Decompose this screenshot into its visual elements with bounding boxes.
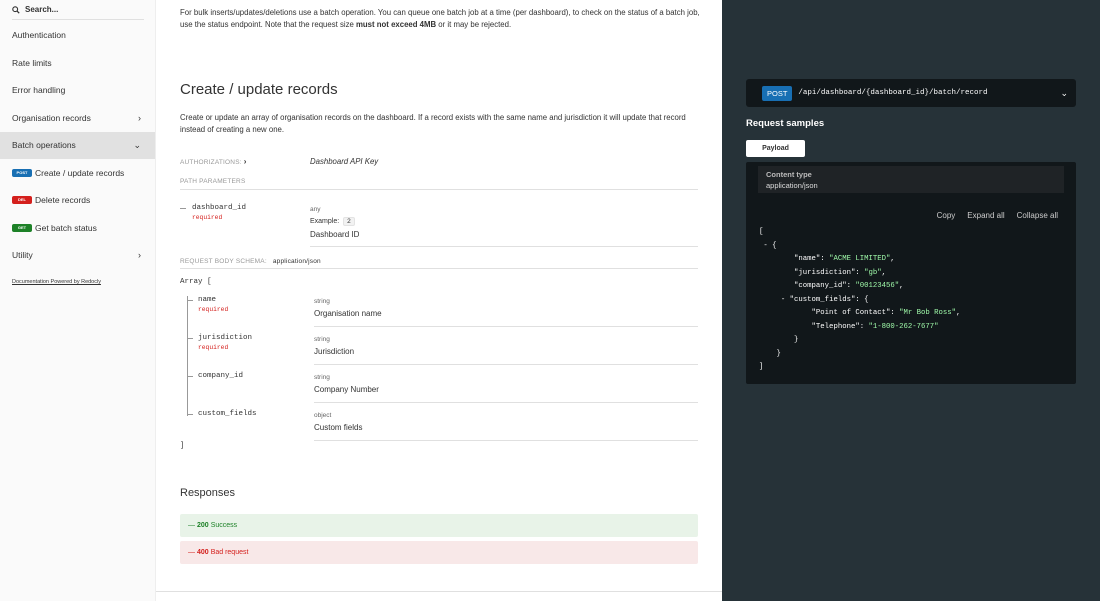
sidebar-item-organisation-records[interactable]: [0, 104, 155, 132]
chevron-right-icon: ›: [243, 157, 247, 166]
intro-text-part: For bulk inserts/updates/deletions use a batch operation. You can queue one batch job at a time (per dashboard), to check on the status of a batch job, use the status endpoint. Note that the request size: [180, 8, 700, 29]
post-method-badge: POST: [12, 169, 32, 177]
json-code: [ - { "name": "ACME LIMITED", "jurisdiction": "gb", "company_id": "00123456", - "custom_fields": { "Point of Contact": "Mr Bob Ross", "Telephone": "1-800-262-7677" } } ]: [759, 228, 961, 371]
code-actions: [937, 211, 1058, 220]
search-placeholder: Search...: [25, 5, 59, 14]
divider: [180, 189, 698, 190]
code-token: [: [759, 228, 764, 236]
field-name: company_id: [198, 372, 244, 380]
path-params-label: PATH PARAMETERS: [180, 178, 246, 185]
response-400[interactable]: [180, 541, 698, 564]
response-dash: —: [188, 549, 195, 556]
authorizations-toggle[interactable]: [180, 157, 247, 166]
sidebar-item-get-batch-status[interactable]: [0, 214, 155, 242]
tree-connector: [180, 208, 186, 209]
code-token: "company_id": [794, 282, 847, 290]
tree-connector: [187, 414, 193, 415]
response-code: 400: [197, 549, 209, 556]
responses-title: Responses: [180, 487, 236, 499]
divider: [156, 591, 722, 592]
sidebar-item-create-update-records[interactable]: [0, 159, 155, 187]
sidebar-item-label: Error handling: [12, 85, 66, 96]
param-name: dashboard_id: [192, 204, 247, 212]
sidebar-item-utility[interactable]: [0, 242, 155, 270]
main-content: [156, 0, 722, 601]
field-type: object: [314, 412, 332, 419]
endpoint-toggle[interactable]: [746, 79, 1076, 107]
divider: [314, 440, 698, 441]
divider: [180, 268, 698, 269]
code-token: "1-800-262-7677": [868, 322, 939, 331]
intro-text: [180, 7, 710, 30]
divider: [314, 364, 698, 365]
sidebar-item-label: Delete records: [35, 195, 91, 206]
code-token: "name": [794, 255, 821, 263]
code-token: "Mr Bob Ross": [899, 309, 957, 317]
redocly-footer-link[interactable]: Documentation Powered by Redocly: [12, 279, 101, 285]
endpoint-path: /api/dashboard/{dashboard_id}/batch/record: [798, 89, 988, 97]
divider: [314, 326, 698, 327]
sidebar: [0, 0, 156, 601]
example-label: Example:: [310, 218, 340, 225]
required-label: required: [198, 306, 229, 313]
sidebar-item-label: Batch operations: [12, 140, 76, 151]
schema-label: REQUEST BODY SCHEMA:: [180, 258, 267, 265]
chevron-down-icon: ⌄: [1060, 88, 1068, 98]
delete-method-badge: DEL: [12, 196, 32, 204]
sidebar-item-rate-limits[interactable]: [0, 49, 155, 77]
tree-connector: [187, 296, 188, 416]
request-samples-panel: [722, 0, 1100, 601]
content-type-label: Content type: [766, 170, 812, 179]
field-description: Organisation name: [314, 309, 382, 318]
field-name: jurisdiction: [198, 334, 253, 342]
code-token: "jurisdiction": [794, 268, 856, 277]
content-type-value: application/json: [766, 181, 818, 190]
sidebar-item-label: Authentication: [12, 30, 66, 41]
param-description: Dashboard ID: [310, 230, 360, 239]
sidebar-item-label: Create / update records: [35, 167, 125, 178]
operation-description: Create or update an array of organisation records on the dashboard. If a record exists with the same name and jurisdiction it will update that record instead of creating a new one.: [180, 113, 686, 134]
response-code: 200: [197, 522, 209, 529]
collapse-all-button[interactable]: Collapse all: [1016, 211, 1058, 220]
search-input[interactable]: [12, 0, 144, 20]
sidebar-item-delete-records[interactable]: [0, 187, 155, 215]
expand-all-button[interactable]: Expand all: [967, 211, 1005, 220]
sidebar-item-batch-operations[interactable]: [0, 132, 155, 160]
code-token[interactable]: - {: [759, 241, 777, 250]
sidebar-item-error-handling[interactable]: [0, 77, 155, 105]
chevron-right-icon: ›: [138, 112, 141, 123]
code-token[interactable]: "custom_fields": [789, 295, 856, 304]
response-dash: —: [188, 522, 195, 529]
request-samples-title: Request samples: [746, 118, 825, 129]
required-label: required: [198, 344, 229, 351]
field-description: Company Number: [314, 385, 379, 394]
search-icon: [12, 6, 20, 14]
code-token: "gb": [864, 268, 882, 277]
field-type: string: [314, 298, 330, 305]
sidebar-item-label: Rate limits: [12, 57, 52, 68]
chevron-down-icon: ⌄: [133, 139, 141, 150]
intro-text-part: or it may be rejected.: [436, 19, 512, 29]
chevron-right-icon: ›: [138, 250, 141, 261]
array-open: Array [: [180, 278, 212, 286]
intro-text-bold: must not exceed 4MB: [355, 19, 437, 29]
schema-value: application/json: [272, 258, 321, 265]
param-type: any: [310, 206, 321, 213]
field-description: Jurisdiction: [314, 347, 355, 356]
divider: [314, 402, 698, 403]
code-token: "Telephone": [811, 322, 860, 331]
field-type: string: [314, 336, 330, 343]
array-close: ]: [180, 442, 185, 450]
sidebar-item-label: Organisation records: [12, 112, 91, 123]
required-label: required: [192, 214, 223, 221]
field-description: Custom fields: [314, 423, 363, 432]
code-token: "ACME LIMITED": [829, 255, 891, 263]
tree-connector: [187, 338, 193, 339]
example-value: 2: [343, 217, 355, 226]
tree-connector: [187, 376, 193, 377]
authorizations-label: AUTHORIZATIONS:: [180, 159, 242, 166]
page-title: Create / update records: [180, 81, 338, 98]
response-label: Success: [210, 522, 238, 529]
copy-button[interactable]: Copy: [936, 211, 956, 220]
divider: [310, 246, 698, 247]
sidebar-item-label: Utility: [12, 250, 33, 261]
http-method-badge: POST: [762, 86, 792, 101]
authorizations-value: Dashboard API Key: [310, 157, 379, 166]
sidebar-item-label: Get batch status: [35, 222, 97, 233]
sidebar-item-authentication[interactable]: [0, 22, 155, 50]
field-name: name: [198, 296, 217, 304]
code-token: "00123456": [855, 282, 900, 290]
tab-payload[interactable]: Payload: [746, 140, 805, 157]
get-method-badge: GET: [12, 224, 32, 232]
code-token: "Point of Contact": [811, 309, 891, 317]
field-name[interactable]: custom_fields: [198, 410, 257, 418]
response-200[interactable]: [180, 514, 698, 537]
content-type-select[interactable]: [758, 166, 1064, 193]
param-example: [310, 217, 355, 226]
field-type: string: [314, 374, 330, 381]
request-body-schema-label: [180, 258, 321, 265]
response-label: Bad request: [210, 549, 249, 556]
code-sample: [746, 162, 1076, 384]
tree-connector: [187, 300, 193, 301]
